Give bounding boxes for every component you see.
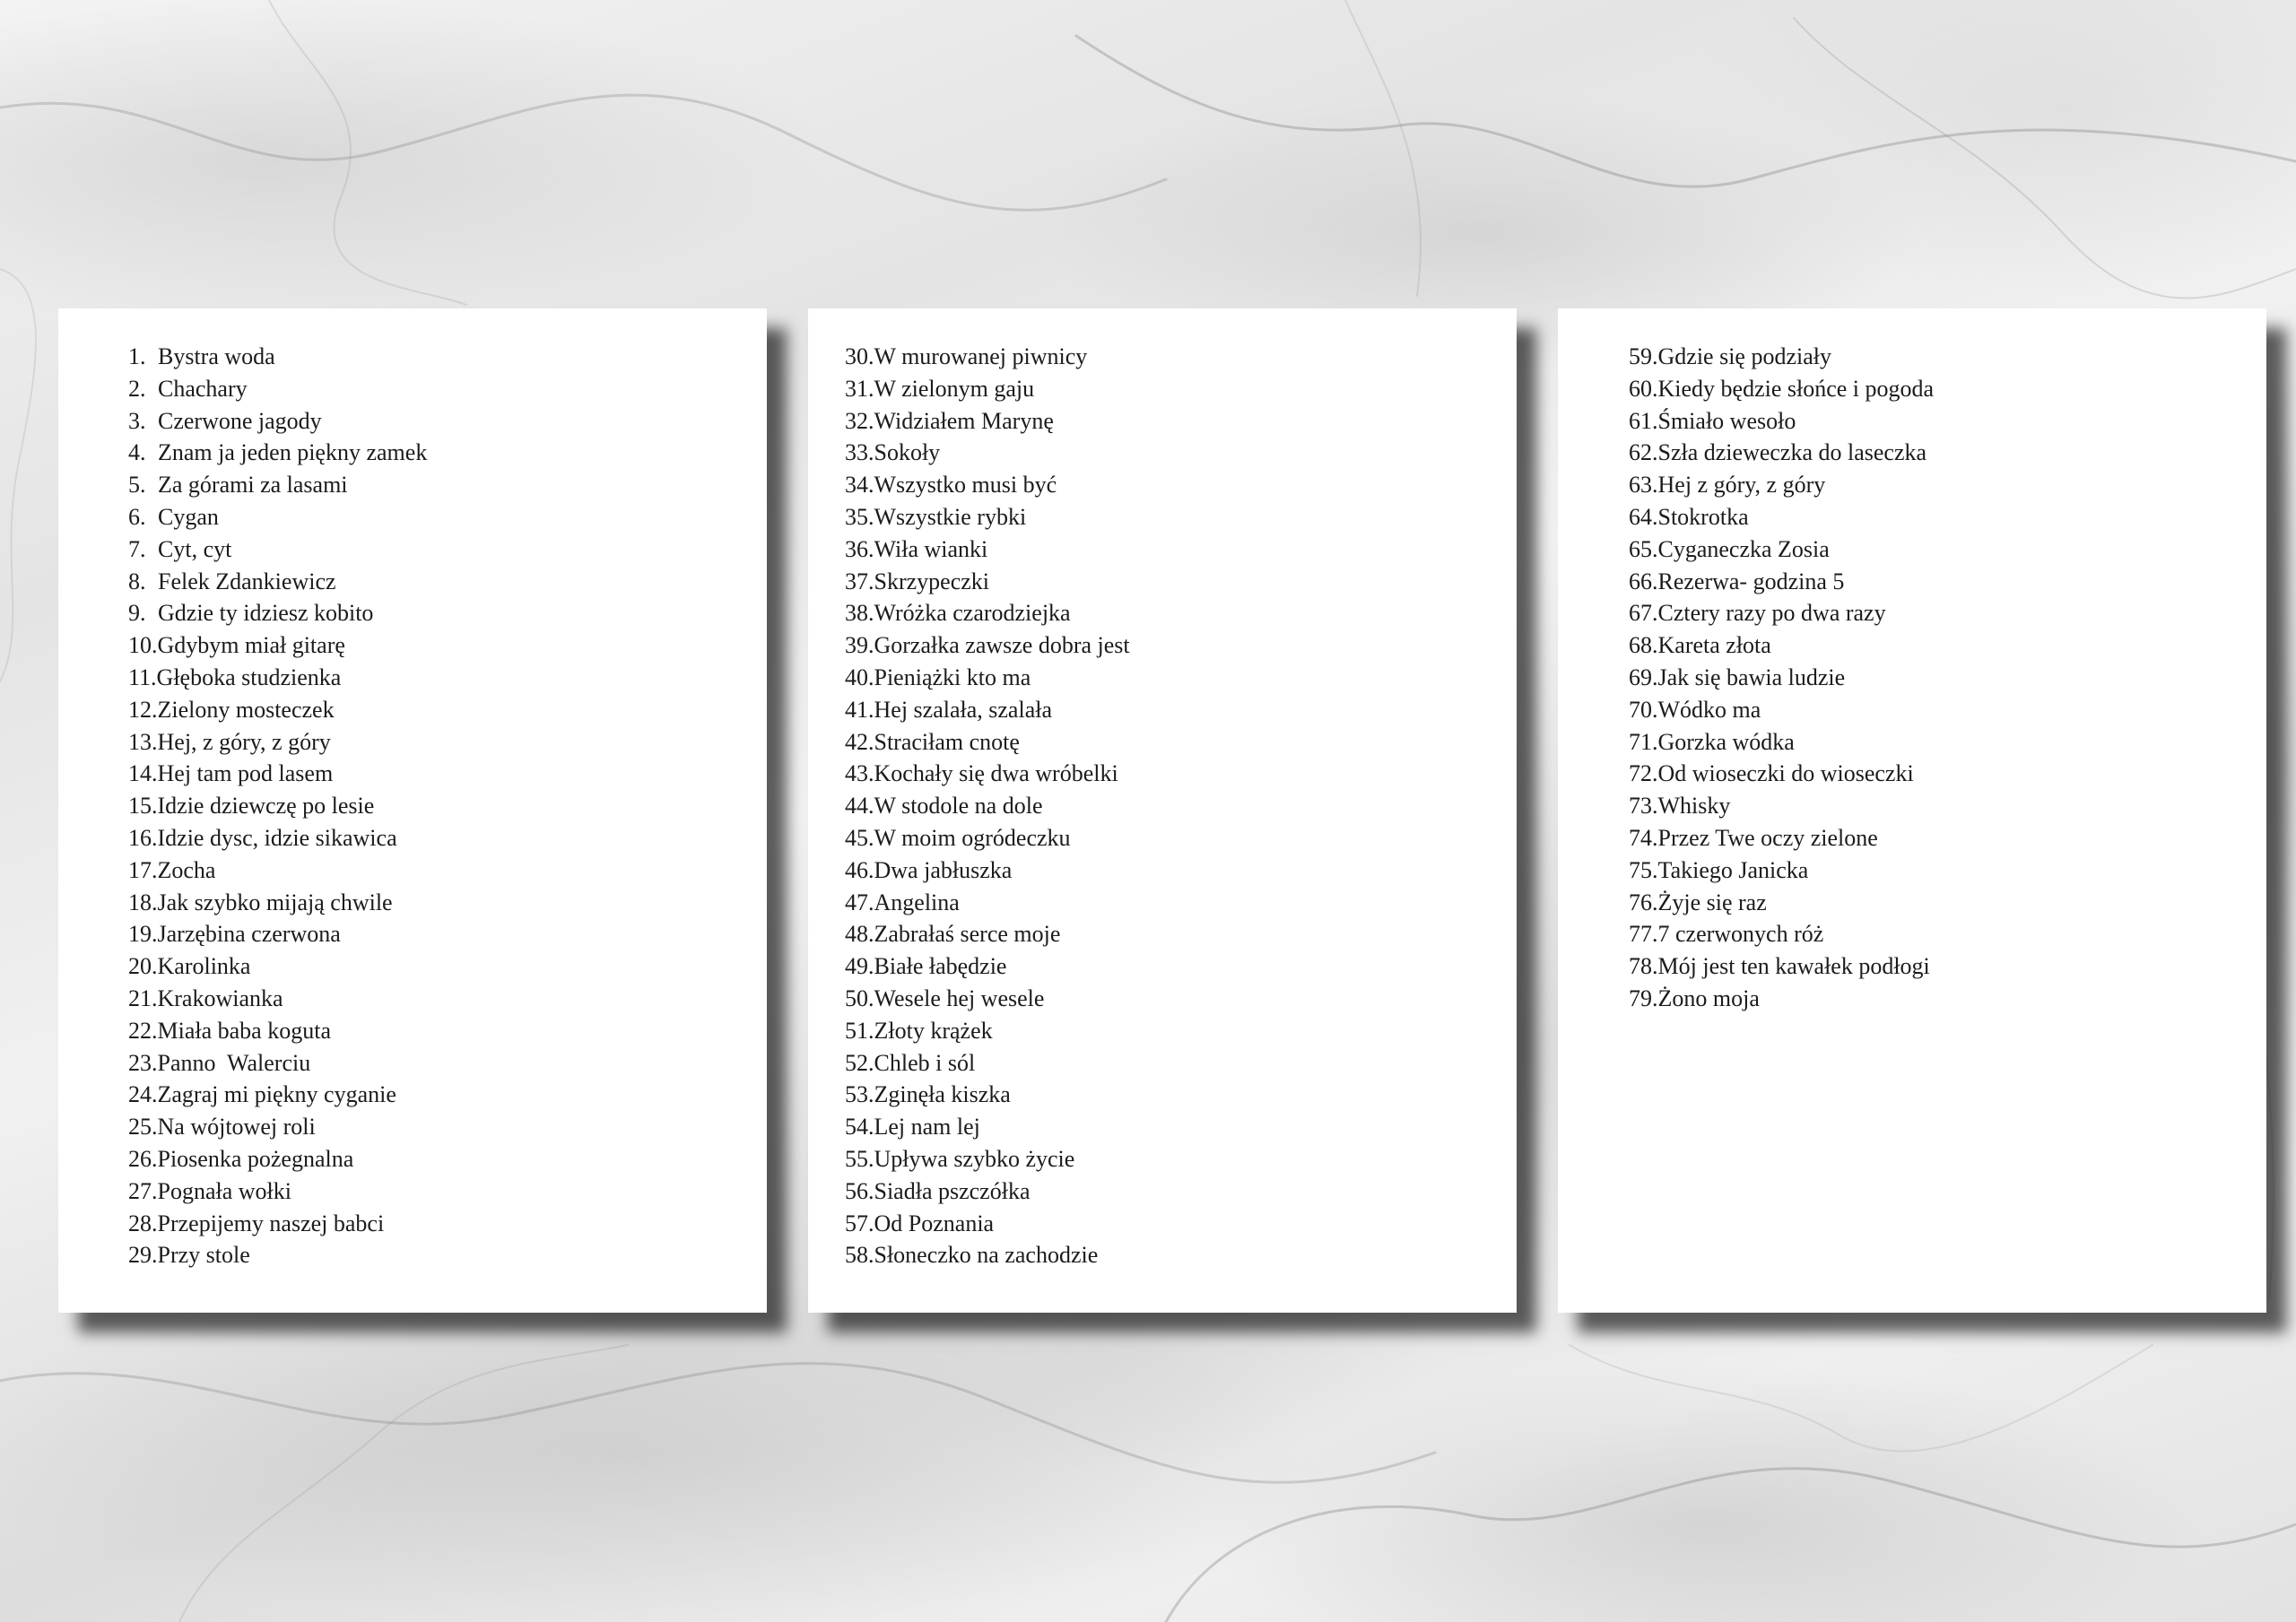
song-title: W zielonym gaju (874, 375, 1035, 402)
song-number: 71. (1629, 728, 1658, 755)
song-number: 21. (128, 984, 158, 1011)
song-number: 55. (845, 1145, 874, 1172)
song-title: Piosenka pożegnalna (157, 1145, 354, 1172)
song-list-item (128, 566, 427, 598)
song-list-item (845, 1175, 1130, 1208)
song-title: Hej, z góry, z góry (157, 728, 331, 755)
song-list-item (1629, 629, 1934, 662)
song-number: 3. (128, 407, 146, 434)
song-title: Przy stole (157, 1242, 250, 1269)
song-title: Złoty krążek (874, 1017, 993, 1044)
song-number: 68. (1629, 632, 1658, 659)
song-title: Gorzka wódka (1657, 728, 1795, 755)
song-title: Bystra woda (158, 343, 275, 369)
song-title: Wszystko musi być (874, 472, 1057, 499)
song-title: Chleb i sól (874, 1049, 976, 1076)
song-list-item (1629, 694, 1934, 726)
song-title: Zielony mosteczek (157, 696, 335, 723)
song-list-item (845, 887, 1130, 919)
song-number: 62. (1629, 439, 1658, 466)
song-list-item (845, 1143, 1130, 1175)
song-number: 49. (845, 953, 874, 980)
song-list-item (128, 758, 427, 790)
song-number: 58. (845, 1242, 874, 1269)
song-title: Gorzałka zawsze dobra jest (874, 632, 1130, 659)
song-number: 6. (128, 503, 146, 530)
song-title: Cygan (158, 503, 219, 530)
song-list-item (1629, 597, 1934, 629)
song-list-item (128, 501, 427, 533)
song-title: Gdybym miał gitarę (157, 632, 345, 659)
song-number: 22. (128, 1017, 158, 1044)
song-title: Stokrotka (1657, 503, 1749, 530)
song-list-item (1629, 822, 1934, 854)
song-title: Kareta złota (1657, 632, 1771, 659)
song-list-item (845, 983, 1130, 1015)
song-number: 54. (845, 1114, 874, 1141)
song-number: 47. (845, 889, 874, 915)
song-title: Krakowianka (157, 984, 283, 1011)
song-list-item (845, 790, 1130, 822)
song-number: 78. (1629, 953, 1658, 980)
song-list-item (128, 1239, 427, 1271)
song-title: Żyje się raz (1657, 889, 1767, 915)
song-page-3 (1558, 308, 2266, 1313)
song-number: 52. (845, 1049, 874, 1076)
song-number: 39. (845, 632, 874, 659)
song-title: Widziałem Marynę (874, 407, 1054, 434)
song-number: 20. (128, 953, 158, 980)
song-list-item (1629, 405, 1934, 438)
song-number: 60. (1629, 375, 1658, 402)
song-number: 25. (128, 1114, 158, 1141)
song-title: Chachary (158, 375, 248, 402)
song-number: 75. (1629, 856, 1658, 883)
song-title: Znam ja jeden piękny zamek (158, 439, 428, 466)
song-title: Gdzie ty idziesz kobito (158, 600, 374, 627)
song-list-item (1629, 373, 1934, 405)
song-list-item (128, 1208, 427, 1240)
song-number: 65. (1629, 535, 1658, 562)
song-list-item (1629, 983, 1934, 1015)
song-title: Takiego Janicka (1657, 856, 1809, 883)
song-number: 61. (1629, 407, 1658, 434)
song-list-item (128, 1079, 427, 1111)
song-number: 34. (845, 472, 874, 499)
song-list-1 (128, 341, 427, 1271)
song-title: Hej szalała, szalała (874, 696, 1052, 723)
song-number: 66. (1629, 568, 1658, 594)
song-list-item (128, 726, 427, 759)
song-list-item (845, 1079, 1130, 1111)
song-title: Mój jest ten kawałek podłogi (1657, 953, 1930, 980)
song-number: 12. (128, 696, 158, 723)
song-number: 29. (128, 1242, 158, 1269)
song-title: W murowanej piwnicy (874, 343, 1088, 369)
song-list-item (128, 1015, 427, 1047)
song-title: Szła dzieweczka do laseczka (1657, 439, 1927, 466)
song-title: Wesele hej wesele (874, 984, 1045, 1011)
song-number: 26. (128, 1145, 158, 1172)
song-number: 14. (128, 760, 158, 787)
song-title: Cyganeczka Zosia (1657, 535, 1830, 562)
song-number: 43. (845, 760, 874, 787)
song-list-item (845, 469, 1130, 501)
song-title: Za górami za lasami (158, 472, 348, 499)
song-list-item (845, 662, 1130, 694)
song-list-item (845, 566, 1130, 598)
song-number: 2. (128, 375, 146, 402)
song-title: Pognała wołki (157, 1177, 291, 1204)
song-number: 17. (128, 856, 158, 883)
song-list-item (845, 341, 1130, 373)
song-title: Wróżka czarodziejka (874, 600, 1071, 627)
song-title: Felek Zdankiewicz (158, 568, 336, 594)
song-title: Sokoły (874, 439, 941, 466)
song-list-item (128, 405, 427, 438)
song-title: Jak się bawia ludzie (1657, 664, 1846, 690)
song-number: 38. (845, 600, 874, 627)
song-title: Hej z góry, z góry (1657, 472, 1826, 499)
song-number: 9. (128, 600, 146, 627)
song-list-item (845, 437, 1130, 469)
song-title: Rezerwa- godzina 5 (1657, 568, 1845, 594)
song-title: Zabrałaś serce moje (874, 921, 1061, 948)
song-title: Whisky (1657, 793, 1731, 820)
song-number: 69. (1629, 664, 1658, 690)
song-list-item (845, 1239, 1130, 1271)
song-list-item (1629, 469, 1934, 501)
song-list-item (1629, 950, 1934, 983)
song-number: 1. (128, 343, 146, 369)
song-number: 56. (845, 1177, 874, 1204)
song-list-item (1629, 918, 1934, 950)
song-title: W moim ogródeczku (874, 824, 1071, 851)
song-list-item (845, 1015, 1130, 1047)
song-list-item (845, 726, 1130, 759)
song-title: Dwa jabłuszka (874, 856, 1013, 883)
song-number: 46. (845, 856, 874, 883)
song-number: 16. (128, 824, 158, 851)
song-title: Żono moja (1657, 984, 1760, 1011)
song-title: Zocha (157, 856, 216, 883)
song-number: 11. (128, 664, 157, 690)
song-list-item (845, 918, 1130, 950)
song-list-item (845, 854, 1130, 887)
song-title: Zginęła kiszka (874, 1081, 1011, 1108)
song-title: Lej nam lej (874, 1114, 980, 1141)
song-list-item (1629, 662, 1934, 694)
song-number: 10. (128, 632, 158, 659)
song-number: 41. (845, 696, 874, 723)
song-number: 27. (128, 1177, 158, 1204)
song-list-item (1629, 341, 1934, 373)
song-number: 23. (128, 1049, 158, 1076)
song-number: 36. (845, 535, 874, 562)
song-title: Głęboka studzienka (156, 664, 342, 690)
song-title: Śmiało wesoło (1657, 407, 1796, 434)
song-list-item (845, 501, 1130, 533)
song-list-item (128, 950, 427, 983)
song-page-2 (808, 308, 1517, 1313)
song-title: Panno Walerciu (157, 1049, 311, 1076)
song-list-item (845, 950, 1130, 983)
song-title: Jak szybko mijają chwile (157, 889, 393, 915)
song-list-item (845, 1111, 1130, 1143)
song-number: 50. (845, 984, 874, 1011)
song-list-item (128, 437, 427, 469)
song-list-item (1629, 758, 1934, 790)
song-title: Jarzębina czerwona (157, 921, 341, 948)
song-title: Pieniążki kto ma (874, 664, 1031, 690)
song-number: 72. (1629, 760, 1658, 787)
song-title: Słoneczko na zachodzie (874, 1242, 1099, 1269)
song-list-2 (845, 341, 1130, 1271)
song-list-item (845, 1208, 1130, 1240)
song-number: 15. (128, 793, 158, 820)
song-title: Od Poznania (874, 1210, 995, 1236)
song-title: 7 czerwonych róż (1657, 921, 1824, 948)
song-list-item (845, 373, 1130, 405)
song-list-item (845, 694, 1130, 726)
song-number: 13. (128, 728, 158, 755)
song-number: 28. (128, 1210, 158, 1236)
song-number: 42. (845, 728, 874, 755)
song-list-item (128, 918, 427, 950)
song-list-item (128, 662, 427, 694)
song-number: 18. (128, 889, 158, 915)
song-number: 77. (1629, 921, 1658, 948)
song-number: 74. (1629, 824, 1658, 851)
song-list-item (128, 1047, 427, 1080)
song-number: 19. (128, 921, 158, 948)
song-list-3 (1629, 341, 1934, 1015)
song-number: 40. (845, 664, 874, 690)
song-number: 51. (845, 1017, 874, 1044)
song-title: Skrzypeczki (874, 568, 990, 594)
song-title: Upływa szybko życie (874, 1145, 1075, 1172)
song-number: 76. (1629, 889, 1658, 915)
song-list-item (1629, 726, 1934, 759)
song-title: Angelina (874, 889, 960, 915)
song-list-item (128, 341, 427, 373)
song-title: Wszystkie rybki (874, 503, 1027, 530)
song-list-item (128, 1143, 427, 1175)
song-title: Gdzie się podziały (1657, 343, 1831, 369)
song-list-item (128, 533, 427, 566)
song-list-item (1629, 790, 1934, 822)
song-number: 24. (128, 1081, 158, 1108)
song-title: Wiła wianki (874, 535, 988, 562)
song-number: 53. (845, 1081, 874, 1108)
song-list-item (128, 694, 427, 726)
song-title: Straciłam cnotę (874, 728, 1020, 755)
song-title: Kochały się dwa wróbelki (874, 760, 1118, 787)
song-list-item (1629, 566, 1934, 598)
song-number: 7. (128, 535, 146, 562)
song-list-item (128, 373, 427, 405)
song-list-item (128, 629, 427, 662)
song-number: 5. (128, 472, 146, 499)
song-list-item (128, 790, 427, 822)
song-number: 33. (845, 439, 874, 466)
song-list-item (845, 405, 1130, 438)
song-title: Zagraj mi piękny cyganie (157, 1081, 396, 1108)
song-number: 35. (845, 503, 874, 530)
song-list-item (128, 887, 427, 919)
song-title: Idzie dysc, idzie sikawica (157, 824, 397, 851)
song-list-item (128, 983, 427, 1015)
song-number: 59. (1629, 343, 1658, 369)
song-title: Siadła pszczółka (874, 1177, 1031, 1204)
song-title: Cztery razy po dwa razy (1657, 600, 1886, 627)
song-title: Wódko ma (1657, 696, 1761, 723)
song-list-item (845, 533, 1130, 566)
song-page-1 (58, 308, 767, 1313)
song-title: W stodole na dole (874, 793, 1043, 820)
song-number: 63. (1629, 472, 1658, 499)
song-list-item (845, 629, 1130, 662)
song-title: Przez Twe oczy zielone (1657, 824, 1878, 851)
song-title: Przepijemy naszej babci (157, 1210, 385, 1236)
song-number: 8. (128, 568, 146, 594)
song-title: Czerwone jagody (158, 407, 322, 434)
song-list-item (1629, 501, 1934, 533)
song-number: 32. (845, 407, 874, 434)
song-number: 30. (845, 343, 874, 369)
song-list-item (845, 822, 1130, 854)
song-title: Idzie dziewczę po lesie (157, 793, 375, 820)
song-title: Miała baba koguta (157, 1017, 331, 1044)
song-list-item (128, 822, 427, 854)
song-list-item (845, 1047, 1130, 1080)
song-list-item (1629, 887, 1934, 919)
song-number: 45. (845, 824, 874, 851)
song-number: 73. (1629, 793, 1658, 820)
song-number: 48. (845, 921, 874, 948)
song-title: Hej tam pod lasem (157, 760, 334, 787)
song-list-item (845, 597, 1130, 629)
song-list-item (128, 1111, 427, 1143)
song-list-item (128, 854, 427, 887)
song-number: 44. (845, 793, 874, 820)
song-number: 70. (1629, 696, 1658, 723)
song-number: 64. (1629, 503, 1658, 530)
song-list-item (1629, 533, 1934, 566)
song-number: 67. (1629, 600, 1658, 627)
song-number: 79. (1629, 984, 1658, 1011)
song-title: Na wójtowej roli (157, 1114, 316, 1141)
song-title: Cyt, cyt (158, 535, 232, 562)
song-list-item (128, 469, 427, 501)
song-list-item (128, 597, 427, 629)
song-number: 4. (128, 439, 146, 466)
song-title: Białe łabędzie (874, 953, 1007, 980)
song-number: 37. (845, 568, 874, 594)
song-number: 57. (845, 1210, 874, 1236)
song-list-item (845, 758, 1130, 790)
song-list-item (128, 1175, 427, 1208)
song-number: 31. (845, 375, 874, 402)
song-title: Od wioseczki do wioseczki (1657, 760, 1914, 787)
song-title: Karolinka (157, 953, 251, 980)
song-list-item (1629, 854, 1934, 887)
song-list-item (1629, 437, 1934, 469)
song-title: Kiedy będzie słońce i pogoda (1657, 375, 1935, 402)
